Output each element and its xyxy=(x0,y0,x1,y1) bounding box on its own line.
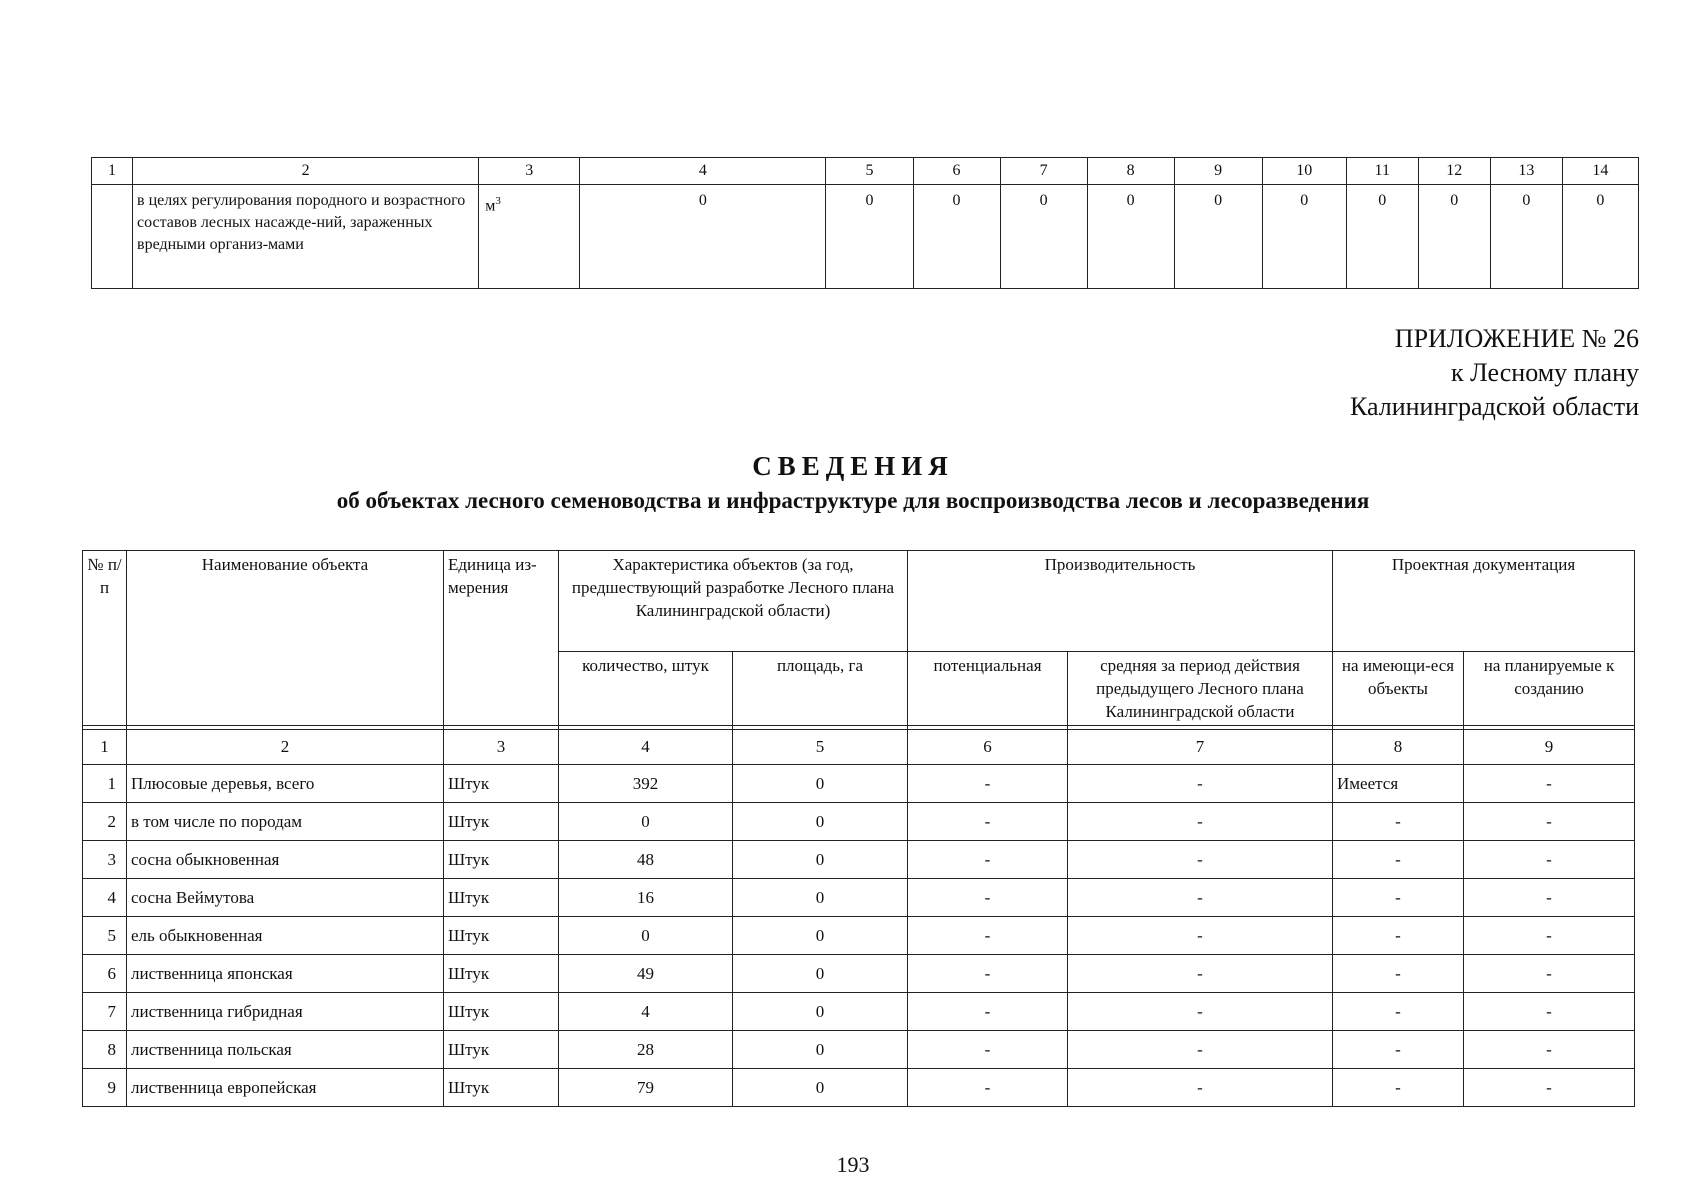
document-title: СВЕДЕНИЯ xyxy=(752,451,954,481)
column-number: 12 xyxy=(1418,158,1490,185)
count-cell: 16 xyxy=(559,879,733,917)
unit-cell: Штук xyxy=(444,1069,559,1107)
count-cell: 79 xyxy=(559,1069,733,1107)
potential-cell: - xyxy=(908,1031,1068,1069)
column-number: 6 xyxy=(908,730,1068,765)
value-cell: 0 xyxy=(580,185,826,289)
column-number: 9 xyxy=(1174,158,1262,185)
potential-cell: - xyxy=(908,879,1068,917)
existing-docs-cell: - xyxy=(1333,955,1464,993)
row-number: 8 xyxy=(83,1031,127,1069)
header-row xyxy=(83,551,1635,652)
header-planned: на планируемые к созданию xyxy=(1464,652,1635,726)
row-unit xyxy=(479,185,580,289)
planned-docs-cell: - xyxy=(1464,841,1635,879)
row-number: 1 xyxy=(83,765,127,803)
header-productivity: Производительность xyxy=(908,551,1333,652)
potential-cell: - xyxy=(908,993,1068,1031)
row-name: в целях регулирования породного и возрастного составов лесных насажде-ний, зараженных вредными организ-мами xyxy=(133,185,479,289)
document-subtitle: об объектах лесного семеноводства и инфраструктуре для воспроизводства лесов и лесоразведения xyxy=(336,488,1370,513)
column-number: 3 xyxy=(444,730,559,765)
table-row xyxy=(92,185,1639,289)
column-number-row xyxy=(83,730,1635,765)
average-cell: - xyxy=(1068,1031,1333,1069)
table-row xyxy=(83,955,1635,993)
existing-docs-cell: - xyxy=(1333,993,1464,1031)
count-cell: 4 xyxy=(559,993,733,1031)
table-row xyxy=(83,803,1635,841)
planned-docs-cell: - xyxy=(1464,1031,1635,1069)
value-cell: 0 xyxy=(1490,185,1562,289)
column-number: 4 xyxy=(559,730,733,765)
column-number: 5 xyxy=(733,730,908,765)
continuation-header-row xyxy=(92,158,1639,185)
header-unit: Единица из-мерения xyxy=(444,551,559,726)
header-existing: на имеющи-еся объекты xyxy=(1333,652,1464,726)
unit-cell: Штук xyxy=(444,841,559,879)
average-cell: - xyxy=(1068,993,1333,1031)
appendix-line: Калининградской области xyxy=(1349,392,1639,421)
page-number: 193 xyxy=(836,1152,870,1177)
column-number: 10 xyxy=(1262,158,1346,185)
unit-cell: Штук xyxy=(444,917,559,955)
continuation-table xyxy=(91,157,1639,289)
average-cell: - xyxy=(1068,917,1333,955)
planned-docs-cell: - xyxy=(1464,765,1635,803)
count-cell: 49 xyxy=(559,955,733,993)
potential-cell: - xyxy=(908,955,1068,993)
header-potential: потенциальная xyxy=(908,652,1068,726)
column-number: 7 xyxy=(1068,730,1333,765)
unit-text: м xyxy=(485,197,496,215)
value-cell: 0 xyxy=(1262,185,1346,289)
count-cell: 48 xyxy=(559,841,733,879)
average-cell: - xyxy=(1068,765,1333,803)
area-cell: 0 xyxy=(733,1069,908,1107)
area-cell: 0 xyxy=(733,803,908,841)
area-cell: 0 xyxy=(733,1031,908,1069)
average-cell: - xyxy=(1068,955,1333,993)
table-row xyxy=(83,841,1635,879)
existing-docs-cell: - xyxy=(1333,803,1464,841)
average-cell: - xyxy=(1068,1069,1333,1107)
row-number: 2 xyxy=(83,803,127,841)
value-cell: 0 xyxy=(826,185,913,289)
object-name: лиственница гибридная xyxy=(127,993,444,1031)
existing-docs-cell: - xyxy=(1333,879,1464,917)
column-number: 9 xyxy=(1464,730,1635,765)
column-number: 1 xyxy=(92,158,133,185)
object-name: сосна Веймутова xyxy=(127,879,444,917)
unit-cell: Штук xyxy=(444,803,559,841)
area-cell: 0 xyxy=(733,879,908,917)
object-name: лиственница японская xyxy=(127,955,444,993)
unit-cell: Штук xyxy=(444,993,559,1031)
area-cell: 0 xyxy=(733,993,908,1031)
object-name: ель обыкновенная xyxy=(127,917,444,955)
value-cell: 0 xyxy=(1174,185,1262,289)
value-cell: 0 xyxy=(1087,185,1174,289)
header-num: № п/п xyxy=(83,551,127,726)
unit-cell: Штук xyxy=(444,1031,559,1069)
row-number: 4 xyxy=(83,879,127,917)
area-cell: 0 xyxy=(733,841,908,879)
row-number-cell xyxy=(92,185,133,289)
column-number: 2 xyxy=(133,158,479,185)
potential-cell: - xyxy=(908,1069,1068,1107)
header-name: Наименование объекта xyxy=(127,551,444,726)
object-name: сосна обыкновенная xyxy=(127,841,444,879)
unit-superscript: 3 xyxy=(495,195,501,207)
value-cell: 0 xyxy=(1000,185,1087,289)
table-row xyxy=(83,879,1635,917)
unit-cell: Штук xyxy=(444,955,559,993)
planned-docs-cell: - xyxy=(1464,955,1635,993)
table-row xyxy=(83,765,1635,803)
potential-cell: - xyxy=(908,841,1068,879)
column-number: 8 xyxy=(1087,158,1174,185)
object-name: лиственница польская xyxy=(127,1031,444,1069)
unit-cell: Штук xyxy=(444,879,559,917)
table-row xyxy=(83,1031,1635,1069)
appendix-heading xyxy=(1350,322,1639,424)
row-number: 3 xyxy=(83,841,127,879)
table-row xyxy=(83,993,1635,1031)
planned-docs-cell: - xyxy=(1464,803,1635,841)
object-name: в том числе по породам xyxy=(127,803,444,841)
planned-docs-cell: - xyxy=(1464,1069,1635,1107)
area-cell: 0 xyxy=(733,917,908,955)
count-cell: 392 xyxy=(559,765,733,803)
table-row xyxy=(83,1069,1635,1107)
header-area: площадь, га xyxy=(733,652,908,726)
column-number: 6 xyxy=(913,158,1000,185)
header-count: количество, штук xyxy=(559,652,733,726)
column-number: 7 xyxy=(1000,158,1087,185)
planned-docs-cell: - xyxy=(1464,917,1635,955)
existing-docs-cell: - xyxy=(1333,841,1464,879)
average-cell: - xyxy=(1068,803,1333,841)
column-number: 8 xyxy=(1333,730,1464,765)
existing-docs-cell: - xyxy=(1333,917,1464,955)
count-cell: 28 xyxy=(559,1031,733,1069)
planned-docs-cell: - xyxy=(1464,879,1635,917)
column-number: 14 xyxy=(1562,158,1638,185)
seed-objects-table xyxy=(82,550,1635,1107)
appendix-line: к Лесному плану xyxy=(1450,358,1639,387)
unit-cell: Штук xyxy=(444,765,559,803)
value-cell: 0 xyxy=(1562,185,1638,289)
value-cell: 0 xyxy=(1346,185,1418,289)
table-row xyxy=(83,917,1635,955)
count-cell: 0 xyxy=(559,917,733,955)
object-name: лиственница европейская xyxy=(127,1069,444,1107)
column-number: 3 xyxy=(479,158,580,185)
value-cell: 0 xyxy=(1418,185,1490,289)
header-characteristics: Характеристика объектов (за год, предшествующий разработке Лесного плана Калининградской области) xyxy=(559,551,908,652)
column-number: 4 xyxy=(580,158,826,185)
column-number: 5 xyxy=(826,158,913,185)
column-number: 11 xyxy=(1346,158,1418,185)
appendix-line: ПРИЛОЖЕНИЕ № 26 xyxy=(1394,324,1639,353)
column-number: 1 xyxy=(83,730,127,765)
object-name: Плюсовые деревья, всего xyxy=(127,765,444,803)
average-cell: - xyxy=(1068,841,1333,879)
area-cell: 0 xyxy=(733,955,908,993)
area-cell: 0 xyxy=(733,765,908,803)
column-number: 13 xyxy=(1490,158,1562,185)
value-cell: 0 xyxy=(913,185,1000,289)
header-average: средняя за период действия предыдущего Лесного плана Калининградской области xyxy=(1068,652,1333,726)
row-number: 5 xyxy=(83,917,127,955)
existing-docs-cell: - xyxy=(1333,1069,1464,1107)
row-number: 7 xyxy=(83,993,127,1031)
count-cell: 0 xyxy=(559,803,733,841)
potential-cell: - xyxy=(908,765,1068,803)
row-number: 6 xyxy=(83,955,127,993)
existing-docs-cell: - xyxy=(1333,1031,1464,1069)
planned-docs-cell: - xyxy=(1464,993,1635,1031)
potential-cell: - xyxy=(908,803,1068,841)
column-number: 2 xyxy=(127,730,444,765)
potential-cell: - xyxy=(908,917,1068,955)
average-cell: - xyxy=(1068,879,1333,917)
existing-docs-cell: Имеется xyxy=(1333,765,1464,803)
header-project-docs: Проектная документация xyxy=(1333,551,1635,652)
row-number: 9 xyxy=(83,1069,127,1107)
